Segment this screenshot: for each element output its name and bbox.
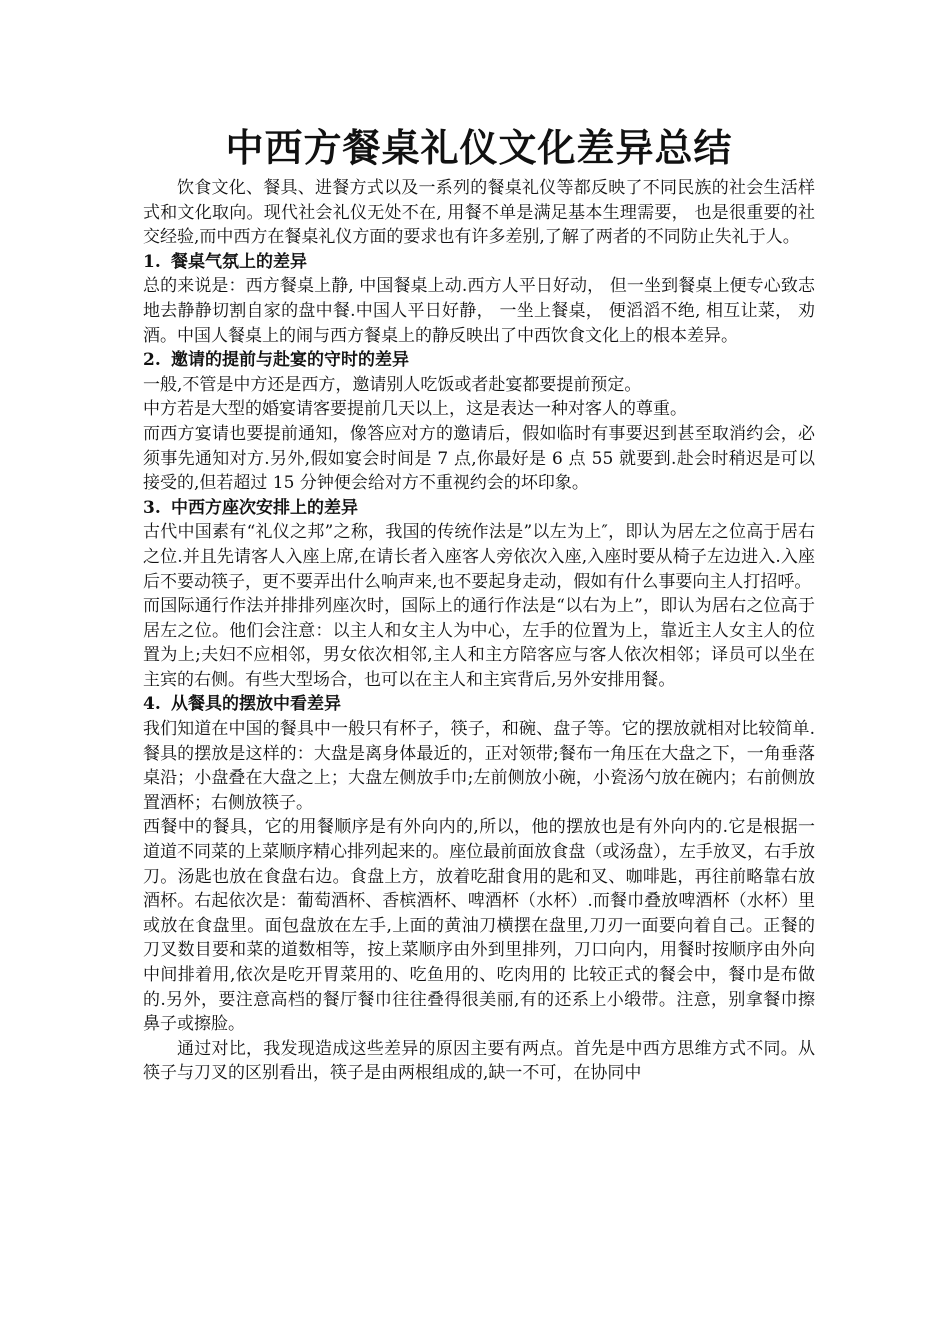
- paragraph: 西餐中的餐具，它的用餐顺序是有外向内的,所以，他的摆放也是有外向内的.它是根据一道道不同菜的上菜顺序精心排列起来的。座位最前面放食盘（或汤盘），左手放叉，右手放刀。汤匙也放在食盘右边。食盘上方，放着吃甜食用的匙和叉、咖啡匙，再往前略靠右放酒杯。右起依次是：葡萄酒杯、香槟酒杯、啤酒杯（水杯）.而餐巾叠放啤酒杯（水杯）里或放在食盘里。面包盘放在左手,上面的黄油刀横摆在盘里,刀刃一面要向着自己。正餐的刀叉数目要和菜的道数相等，按上菜顺序由外到里排列，刀口向内，用餐时按顺序由外向中间排着用,依次是吃开胃菜用的、吃鱼用的、吃肉用的 比较正式的餐会中，餐巾是布做的.另外，要注意高档的餐厅餐巾往往叠得很美丽,有的还系上小缎带。注意，别拿餐巾擦鼻子或擦脸。: [143, 817, 815, 1035]
- document-title: 中西方餐桌礼仪文化差异总结: [225, 126, 733, 170]
- section-number: 3.: [143, 497, 161, 518]
- conclusion-paragraph: 通过对比，我发现造成这些差异的原因主要有两点。首先是中西方思维方式不同。从筷子与刀叉的区别看出，筷子是由两根组成的,缺一不可，在协同中: [143, 1038, 815, 1084]
- section-title: 中西方座次安排上的差异: [171, 497, 358, 518]
- section-3: [143, 496, 815, 693]
- section-4: [143, 692, 815, 1036]
- paragraph: 总的来说是：西方餐桌上静, 中国餐桌上动.西方人平日好动， 但一坐到餐桌上便专心致志地去静静切割自家的盘中餐.中国人平日好静， 一坐上餐桌， 便滔滔不绝, 相互让菜， 劝酒。中国人餐桌上的闹与西方餐桌上的静反映出了中西饮食文化上的根本差异。: [143, 276, 815, 346]
- paragraph: 而西方宴请也要提前通知，像答应对方的邀请后，假如临时有事要迟到甚至取消约会，必须事先通知对方.另外,假如宴会时间是 7 点,你最好是 6 点 55 就要到.赴会时稍迟是可以接受的,但若超过 15 分钟便会给对方不重视约会的坏印象。: [143, 423, 815, 494]
- document-page: [143, 122, 815, 1086]
- paragraph: 而国际通行作法并排排列座次时，国际上的通行作法是“以右为上”，即认为居右之位高于居左之位。他们会注意：以主人和女主人为中心，左手的位置为上，靠近主人女主人的位置为上;夫妇不应相邻，男女依次相邻,主人和主方陪客应与客人依次相邻；译员可以坐在主宾的右侧。有些大型场合，也可以在主人和主宾背后,另外安排用餐。: [143, 596, 815, 690]
- section-title: 从餐具的摆放中看差异: [171, 694, 341, 715]
- intro-paragraph: 饮食文化、餐具、进餐方式以及一系列的餐桌礼仪等都反映了不同民族的社会生活样式和文化取向。现代社会礼仪无处不在, 用餐不单是满足基本生理需要， 也是很重要的社交经验,而中西方在餐桌礼仪方面的要求也有许多差别,了解了两者的不同防止失礼于人。: [143, 178, 815, 248]
- section-title: 邀请的提前与赴宴的守时的差异: [171, 350, 409, 371]
- section-number: 4.: [143, 694, 161, 715]
- paragraph: 一般,不管是中方还是西方，邀请别人吃饭或者赴宴都要提前预定。: [143, 374, 642, 395]
- paragraph: 我们知道在中国的餐具中一般只有杯子，筷子，和碗、盘子等。它的摆放就相对比较简单.餐具的摆放是这样的：大盘是离身体最近的，正对领带;餐布一角压在大盘之下，一角垂落桌沿；小盘叠在大盘之上；大盘左侧放手巾;左前侧放小碗，小瓷汤勺放在碗内；右前侧放置酒杯；右侧放筷子。: [143, 719, 815, 813]
- section-2: [143, 348, 815, 496]
- section-title: 餐桌气氛上的差异: [171, 251, 307, 272]
- section-heading: [143, 250, 815, 275]
- section-1: [143, 250, 815, 348]
- section-number: 1.: [143, 251, 161, 272]
- section-heading: [143, 692, 815, 717]
- section-number: 2.: [143, 350, 161, 371]
- section-heading: [143, 348, 815, 373]
- paragraph: 古代中国素有“礼仪之邦”之称，我国的传统作法是”以左为上″，即认为居左之位高于居右之位.并且先请客人入座上席,在请长者入座客人旁依次入座,入座时要从椅子左边进入.入座后不要动筷子，更不要弄出什么响声来,也不要起身走动，假如有什么事要向主人打招呼。: [143, 522, 815, 592]
- section-heading: [143, 496, 815, 521]
- paragraph: 中方若是大型的婚宴请客要提前几天以上，这是表达一种对客人的尊重。: [143, 399, 687, 420]
